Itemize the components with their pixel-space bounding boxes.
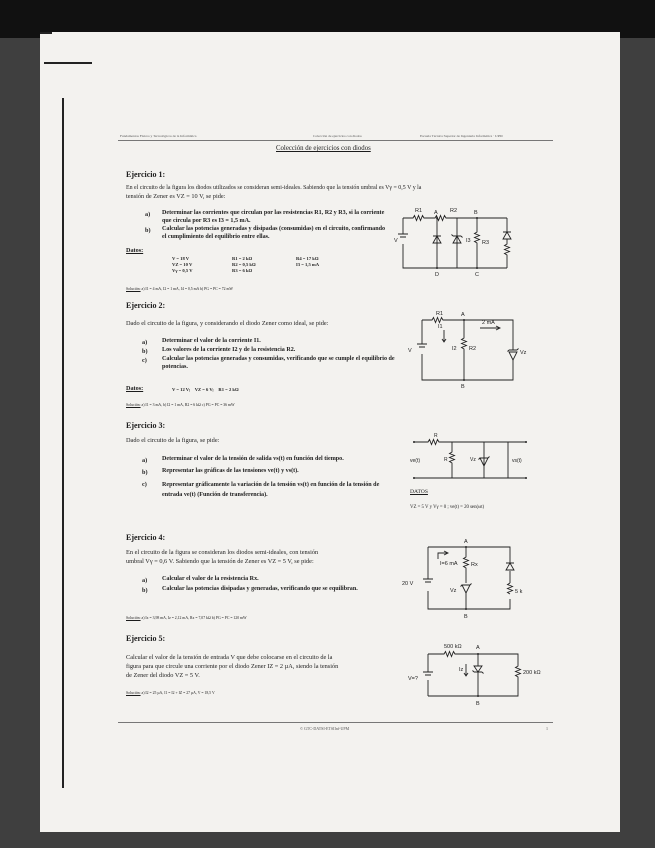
header-rule — [118, 140, 553, 141]
circuit-4-vz-label: Vz — [450, 588, 457, 594]
circuit-2-node-a: A — [461, 312, 465, 318]
circuit-4-current-label: I=6 mA — [440, 561, 458, 567]
paper-shadow — [40, 32, 52, 34]
footer-rule — [118, 722, 553, 723]
circuit-1-r3-label: R3 — [482, 240, 490, 246]
exercise-2-intro: Dado el circuito de la figura, y considerando el diodo Zener como ideal, se pide: — [126, 320, 329, 327]
circuit-1-r1-label: R1 — [415, 208, 423, 214]
exercise-4-label-a: a) — [142, 577, 148, 584]
footer-center: © GTC-DATSI-ETSIInf-UPM — [300, 726, 350, 731]
circuit-3-load-label: R — [444, 457, 448, 463]
exercise-2-task-c: Calcular las potencias generadas y consumidas, verificando que se cumple el equilibrio de potencias. — [162, 356, 395, 370]
exercise-3-task-b: Representar las gráficas de las tensiones ve(t) y vs(t). — [162, 468, 299, 474]
scan-mark — [44, 62, 92, 64]
exercise-5-text-line3: de Zener del diodo VZ = 5 V. — [126, 672, 200, 679]
exercise-1-intro-line1: En el circuito de la figura los diodos utilizados se consideran semi-ideales. Sabiendo que la tensión umbral es Vγ = 0,5 V y la — [126, 185, 422, 191]
circuit-2-v-label: V — [408, 348, 412, 354]
circuit-2-node-b: B — [461, 384, 465, 390]
footer-page-number: 1 — [546, 726, 548, 731]
exercise-1-task-a: Determinar las corrientes que circulan por las resistencias R1, R2 y R3, si la corriente que circula por R3 es I3 = 1,5 mA. — [162, 210, 385, 224]
exercise-1-heading: Ejercicio 1: — [126, 170, 166, 179]
exercise-3-label-a: a) — [142, 457, 148, 464]
exercise-4-intro-line1: En el circuito de la figura se consideran los diodos semi-ideales, con tensión — [126, 549, 319, 556]
circuit-5-node-a: A — [476, 645, 480, 651]
exercise-5-solution: Solución: a) I2 = 25 µA, I1 = I2 + IZ = 27 µA, V = 18,5 V — [126, 691, 215, 695]
circuit-5-r2-label: 200 kΩ — [523, 670, 541, 676]
exercise-1-intro-line2: tensión de Zener es VZ = 10 V, se pide: — [126, 193, 226, 200]
circuit-5-r1-label: 500 kΩ — [444, 644, 462, 650]
circuit-2-r1-label: R1 — [436, 311, 444, 317]
exercise-1-data-col2: R1 = 2 kΩ R2 = 0,5 kΩ R3 = 6 kΩ — [232, 256, 256, 273]
exercise-3-label-c: c) — [142, 481, 147, 488]
circuit-4-diagram — [400, 535, 525, 620]
circuit-5-diagram — [406, 638, 556, 708]
exercise-4-task-b: Calcular las potencias disipadas y generadas, verificando que se equilibran. — [162, 586, 358, 592]
exercise-2-solution: Solución: a) I1 = 3 mA, b) I2 = 1 mA, R2 = 6 kΩ c) PG = PC = 36 mW — [126, 403, 235, 407]
exercise-3-data: VZ = 5 V y Vγ = 0 ; ve(t) = 20 sen(ωt) — [410, 505, 485, 510]
exercise-5-text-line2: figura para que circule una corriente por el diodo Zener IZ = 2 µA, siendo la tensión — [126, 663, 339, 670]
exercise-5-text-line1: Calcular el valor de la tensión de entrada V que debe colocarse en el circuito de la — [126, 654, 333, 661]
exercise-3-task-a: Determinar el valor de la tensión de salida vs(t) en función del tiempo. — [162, 456, 344, 462]
exercise-2-label-c: c) — [142, 357, 147, 364]
exercise-3-label-b: b) — [142, 469, 148, 476]
exercise-4-heading: Ejercicio 4: — [126, 533, 166, 542]
exercise-3-task-c: Representar gráficamente la variación de la tensión vs(t) en función de la tensión de entrada ve(t) (Función de transferencia). — [162, 482, 380, 498]
circuit-3-vz-label: Vz — [470, 457, 476, 463]
circuit-1-r2-label: R2 — [450, 208, 458, 214]
exercise-1-label-b: b) — [145, 227, 151, 234]
exercise-1-label-a: a) — [145, 211, 151, 218]
circuit-3-ve-label: ve(t) — [410, 458, 420, 464]
exercise-3-heading: Ejercicio 3: — [126, 421, 166, 430]
circuit-1-node-d: D — [435, 272, 439, 278]
circuit-1-i3-label: I3 — [466, 238, 471, 244]
document-title: Colección de ejercicios con diodos — [276, 145, 371, 152]
page-left-edge — [62, 98, 64, 788]
exercise-4-task-a: Calcular el valor de la resistencia Rx. — [162, 576, 259, 582]
circuit-4-node-a: A — [464, 539, 468, 545]
exercise-2-label-b: b) — [142, 348, 148, 355]
exercise-1-task-b: Calcular las potencias generadas y disipadas (consumidas) en el circuito, confirmando el cumplimiento del equilibrio entre ellas. — [162, 226, 386, 240]
exercise-2-label-a: a) — [142, 339, 148, 346]
circuit-1-node-b: B — [474, 210, 478, 216]
circuit-5-iz-label: Iz — [459, 667, 464, 673]
circuit-4-node-b: B — [464, 614, 468, 620]
exercise-4-solution: Solución: a) Ix = 3,98 mA, Iz = 2,12 mA, Rx = 7,07 kΩ b) PG = PC = 120 mW — [126, 616, 247, 620]
header-right: Escuela Técnica Superior de Ingeniería Informática · UPM — [420, 134, 503, 138]
header-left: Fundamentos Físicos y Tecnológicos de la Informática — [120, 134, 197, 138]
exercise-1-data-col1: V = 18 V VZ = 10 V Vγ = 0,5 V — [172, 256, 193, 273]
circuit-2-i2-label: I2 — [452, 346, 457, 352]
circuit-5-v-label: V=? — [408, 676, 418, 682]
circuit-2-diagram — [408, 308, 533, 390]
header-center: Colección de ejercicios con diodos — [313, 134, 362, 138]
exercise-1-data-label: Datos: — [126, 247, 144, 254]
exercise-2-data-label: Datos: — [126, 385, 144, 392]
circuit-2-i1-label: I1 — [438, 324, 443, 330]
circuit-3-vs-label: vs(t) — [512, 458, 522, 464]
exercise-2-heading: Ejercicio 2: — [126, 301, 166, 310]
exercise-1-data-col3: R4 = 17 kΩ I3 = 1,5 mA — [296, 256, 320, 267]
circuit-3-diagram — [408, 430, 533, 490]
exercise-2-data: V = 12 V; VZ = 6 V; R1 = 2 kΩ — [172, 387, 239, 392]
circuit-1-node-a: A — [434, 210, 438, 216]
circuit-2-vz-label: Vz — [520, 350, 527, 356]
exercise-1-solution: Solución: a) I1 = 4 mA, I2 = 1 mA, I4 = 0,5 mA b) PG = PC = 72 mW — [126, 287, 234, 291]
circuit-2-iz-label: 2 mA — [482, 320, 495, 326]
circuit-1-diagram — [395, 204, 530, 284]
circuit-1-node-c: C — [475, 272, 479, 278]
exercise-4-label-b: b) — [142, 587, 148, 594]
circuit-4-v-label: 20 V — [402, 581, 414, 587]
exercise-5-heading: Ejercicio 5: — [126, 634, 166, 643]
circuit-3-r-label: R — [434, 433, 438, 439]
exercise-2-task-a: Determinar el valor de la corriente I1. — [162, 338, 261, 344]
circuit-1-v-label: V — [394, 238, 398, 244]
circuit-4-r5-label: 5 k — [515, 589, 523, 595]
exercise-4-intro-line2: umbral Vγ = 0,6 V. Sabiendo que la tensión de Zener es VZ = 5 V, se pide: — [126, 558, 314, 565]
document-page — [40, 32, 620, 832]
exercise-3-intro: Dado el circuito de la figura, se pide: — [126, 437, 220, 444]
circuit-5-node-b: B — [476, 701, 480, 707]
exercise-2-task-b: Los valores de la corriente I2 y de la resistencia R2. — [162, 347, 296, 353]
exercise-3-data-label: DATOS — [410, 489, 428, 495]
circuit-2-r2-label: R2 — [469, 346, 477, 352]
circuit-4-rx-label: Rx — [471, 562, 478, 568]
